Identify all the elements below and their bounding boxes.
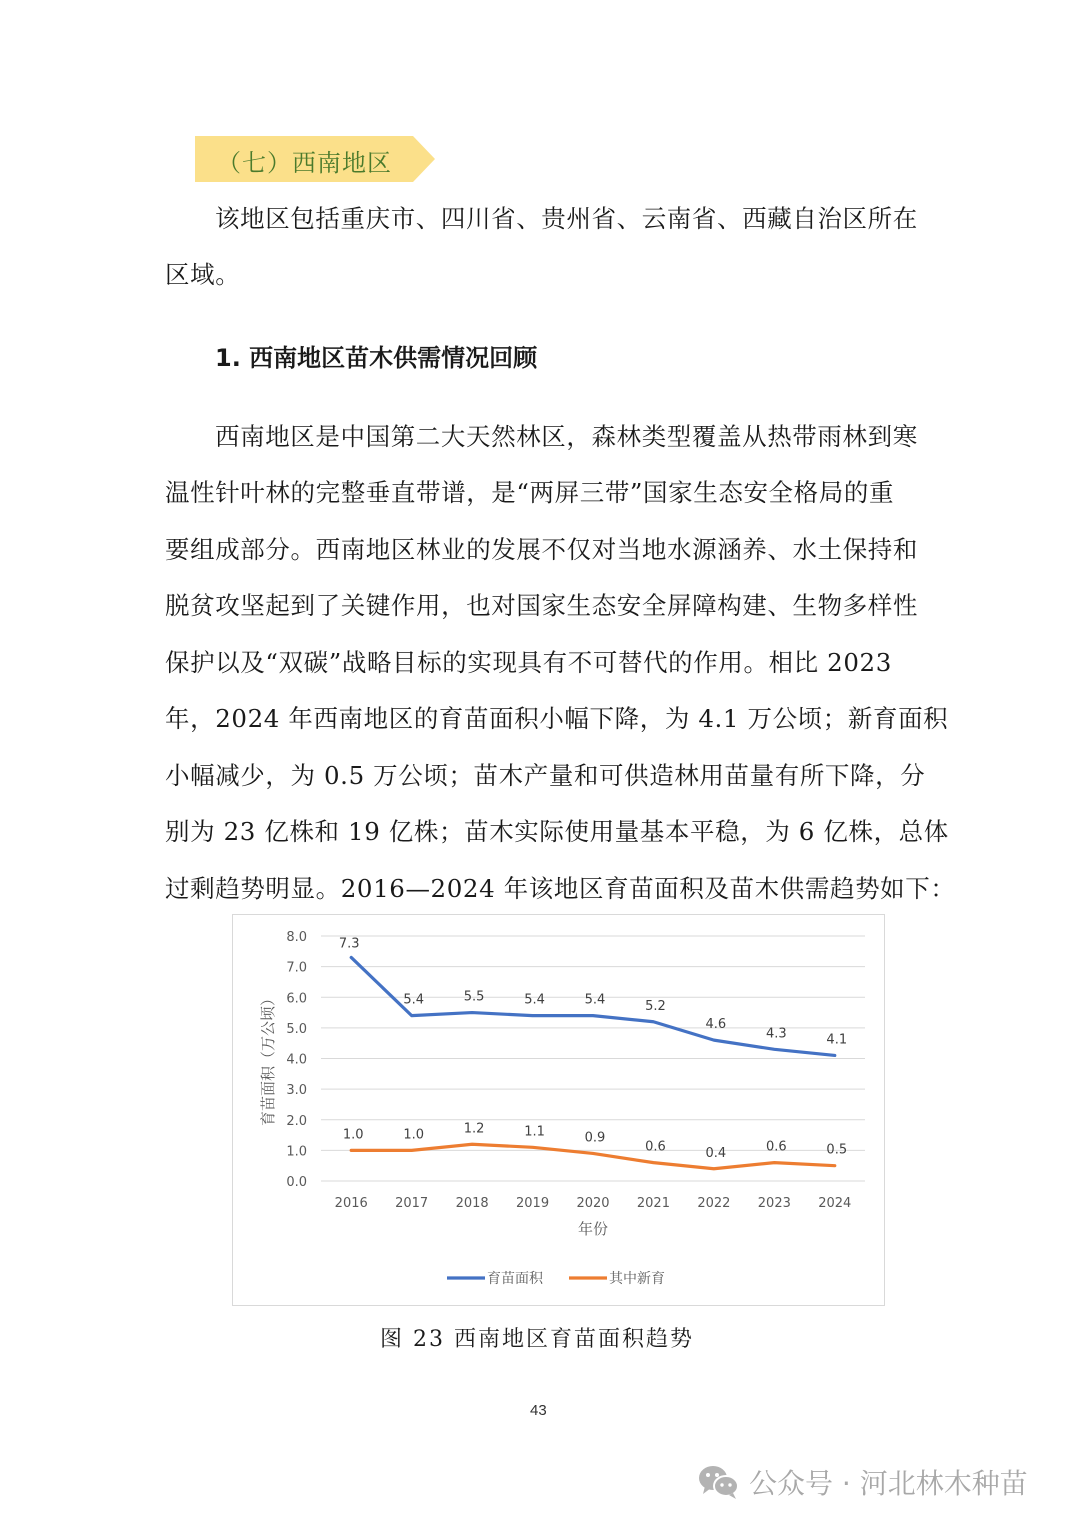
data-label: 4.6 xyxy=(705,1017,727,1033)
body-line: 脱贫攻坚起到了关键作用，也对国家生态安全屏障构建、生物多样性 xyxy=(165,591,918,620)
x-tick-label: 2018 xyxy=(455,1196,489,1211)
subheading: 1. 西南地区苗木供需情况回顾 xyxy=(215,344,538,372)
intro-line: 该地区包括重庆市、四川省、贵州省、云南省、西藏自治区所在 xyxy=(215,204,918,233)
page-number: 43 xyxy=(530,1402,547,1419)
body-line: 小幅减少，为 0.5 万公顷；苗木产量和可供造林用苗量有所下降，分 xyxy=(165,761,926,790)
section-title: （七）西南地区 xyxy=(217,149,392,177)
body-line: 过剩趋势明显。2016—2024 年该地区育苗面积及苗木供需趋势如下： xyxy=(165,874,956,903)
wechat-icon xyxy=(697,1464,741,1500)
chart-canvas xyxy=(233,915,884,1305)
data-label: 1.0 xyxy=(403,1127,425,1143)
body-line: 别为 23 亿株和 19 亿株；苗木实际使用量基本平稳，为 6 亿株，总体 xyxy=(165,817,949,846)
body-line: 保护以及“双碳”战略目标的实现具有不可替代的作用。相比 2023 xyxy=(165,648,892,677)
data-label: 1.1 xyxy=(524,1124,545,1140)
data-label: 0.5 xyxy=(826,1142,848,1158)
series-line-new-area xyxy=(351,1144,835,1169)
watermark-text: 公众号 · 河北林木种苗 xyxy=(749,1467,1028,1500)
legend-label: 育苗面积 xyxy=(487,1271,543,1287)
body-line: 温性针叶林的完整垂直带谱，是“两屏三带”国家生态安全格局的重 xyxy=(165,478,895,507)
x-tick-label: 2023 xyxy=(757,1196,791,1211)
data-label: 0.6 xyxy=(765,1139,787,1155)
data-label: 0.9 xyxy=(584,1130,606,1146)
y-tick-label: 7.0 xyxy=(286,960,307,976)
line-chart xyxy=(232,914,885,1306)
data-label: 5.5 xyxy=(463,989,485,1005)
y-tick-label: 3.0 xyxy=(286,1083,307,1099)
y-axis-title: 育苗面积（万公顷） xyxy=(259,990,277,1127)
x-tick-label: 2021 xyxy=(636,1196,670,1211)
y-tick-label: 5.0 xyxy=(286,1021,307,1037)
legend-label: 其中新育 xyxy=(609,1271,665,1287)
data-label: 4.1 xyxy=(826,1032,848,1048)
x-tick-label: 2024 xyxy=(818,1196,852,1211)
data-label: 5.4 xyxy=(584,992,606,1008)
x-tick-label: 2022 xyxy=(697,1196,731,1211)
y-tick-label: 6.0 xyxy=(286,991,307,1007)
data-label: 7.3 xyxy=(338,936,360,952)
data-label: 4.3 xyxy=(765,1026,787,1042)
section-tag xyxy=(195,136,435,182)
intro-line: 区域。 xyxy=(165,260,241,289)
data-label: 0.6 xyxy=(645,1139,666,1155)
data-label: 5.4 xyxy=(403,992,425,1008)
x-tick-label: 2020 xyxy=(576,1196,610,1211)
data-label: 5.2 xyxy=(645,998,666,1014)
y-tick-label: 1.0 xyxy=(286,1144,307,1160)
figure-caption: 图 23 西南地区育苗面积趋势 xyxy=(380,1327,694,1352)
x-tick-label: 2016 xyxy=(334,1196,368,1211)
y-tick-label: 2.0 xyxy=(286,1113,307,1129)
y-tick-label: 4.0 xyxy=(286,1052,307,1068)
y-tick-label: 0.0 xyxy=(286,1175,307,1190)
data-label: 0.4 xyxy=(705,1145,727,1161)
body-line: 年，2024 年西南地区的育苗面积小幅下降，为 4.1 万公顷；新育面积 xyxy=(165,704,949,733)
data-label: 5.4 xyxy=(524,992,545,1008)
x-tick-label: 2019 xyxy=(516,1196,550,1211)
body-line: 西南地区是中国第二大天然林区，森林类型覆盖从热带雨林到寒 xyxy=(215,422,918,451)
watermark xyxy=(697,1462,1028,1502)
body-line: 要组成部分。西南地区林业的发展不仅对当地水源涵养、水土保持和 xyxy=(165,535,918,564)
data-label: 1.2 xyxy=(463,1121,485,1137)
x-tick-label: 2017 xyxy=(395,1196,429,1211)
y-tick-label: 8.0 xyxy=(286,930,307,945)
data-label: 1.0 xyxy=(342,1127,364,1143)
x-axis-title: 年份 xyxy=(577,1220,609,1238)
